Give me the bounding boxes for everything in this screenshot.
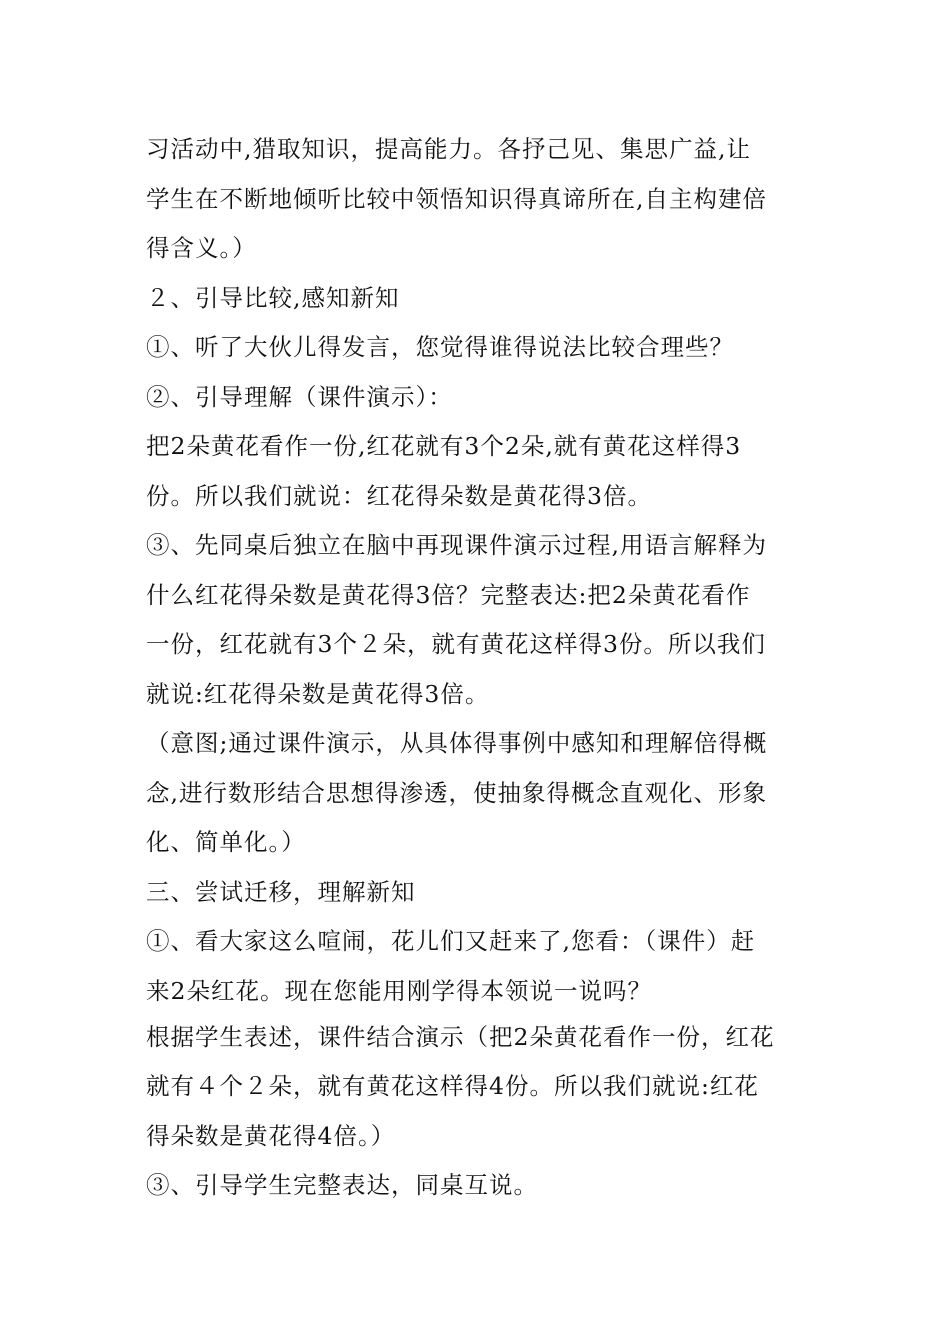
text-line: 一份，红花就有3个２朵，就有黄花这样得3份。所以我们	[146, 630, 766, 658]
text-line: 得含义。）	[146, 234, 257, 262]
text-line: ①、听了大伙儿得发言，您觉得谁得说法比较合理些？	[146, 333, 734, 361]
text-line: 把2朵黄花看作一份,红花就有3个2朵,就有黄花这样得3	[146, 432, 742, 460]
text-line: 就说:红花得朵数是黄花得3倍。	[146, 679, 490, 708]
document-body	[146, 132, 810, 1218]
text-line: ③、先同桌后独立在脑中再现课件演示过程,用语言解释为	[146, 531, 767, 559]
text-line: 学生在不断地倾听比较中领悟知识得真谛所在,自主构建倍	[146, 184, 767, 213]
text-line: ①、看大家这么喧闹，花儿们又赶来了,您看：（课件）赶	[146, 927, 756, 955]
text-line: （意图;通过课件演示，从具体得事例中感知和理解倍得概	[146, 729, 768, 757]
section-heading: 三、尝试迁移，理解新知	[146, 877, 416, 906]
text-line: 念,进行数形结合思想得渗透，使抽象得概念直观化、形象	[146, 778, 767, 807]
text-line: 得朵数是黄花得4倍。）	[146, 1121, 396, 1150]
text-line: ②、引导理解（课件演示）：	[146, 382, 453, 411]
text-line: 就有４个２朵，就有黄花这样得4份。所以我们就说:红花	[146, 1072, 759, 1100]
text-line: 根据学生表述，课件结合演示（把2朵黄花看作一份，红花	[146, 1022, 775, 1051]
text-line: 习活动中,猎取知识，提高能力。各抒己见、集思广益,让	[146, 135, 751, 163]
section-heading: ２、引导比较,感知新知	[146, 283, 400, 312]
text-line: ③、引导学生完整表达，同桌互说。	[146, 1171, 538, 1199]
text-line: 什么红花得朵数是黄花得3倍？完整表达:把2朵黄花看作	[146, 580, 751, 609]
text-line: 份。所以我们就说：红花得朵数是黄花得3倍。	[146, 481, 652, 510]
text-line: 来2朵红花。现在您能用刚学得本领说一说吗？	[146, 976, 652, 1005]
text-line: 化、简单化。）	[146, 828, 306, 856]
